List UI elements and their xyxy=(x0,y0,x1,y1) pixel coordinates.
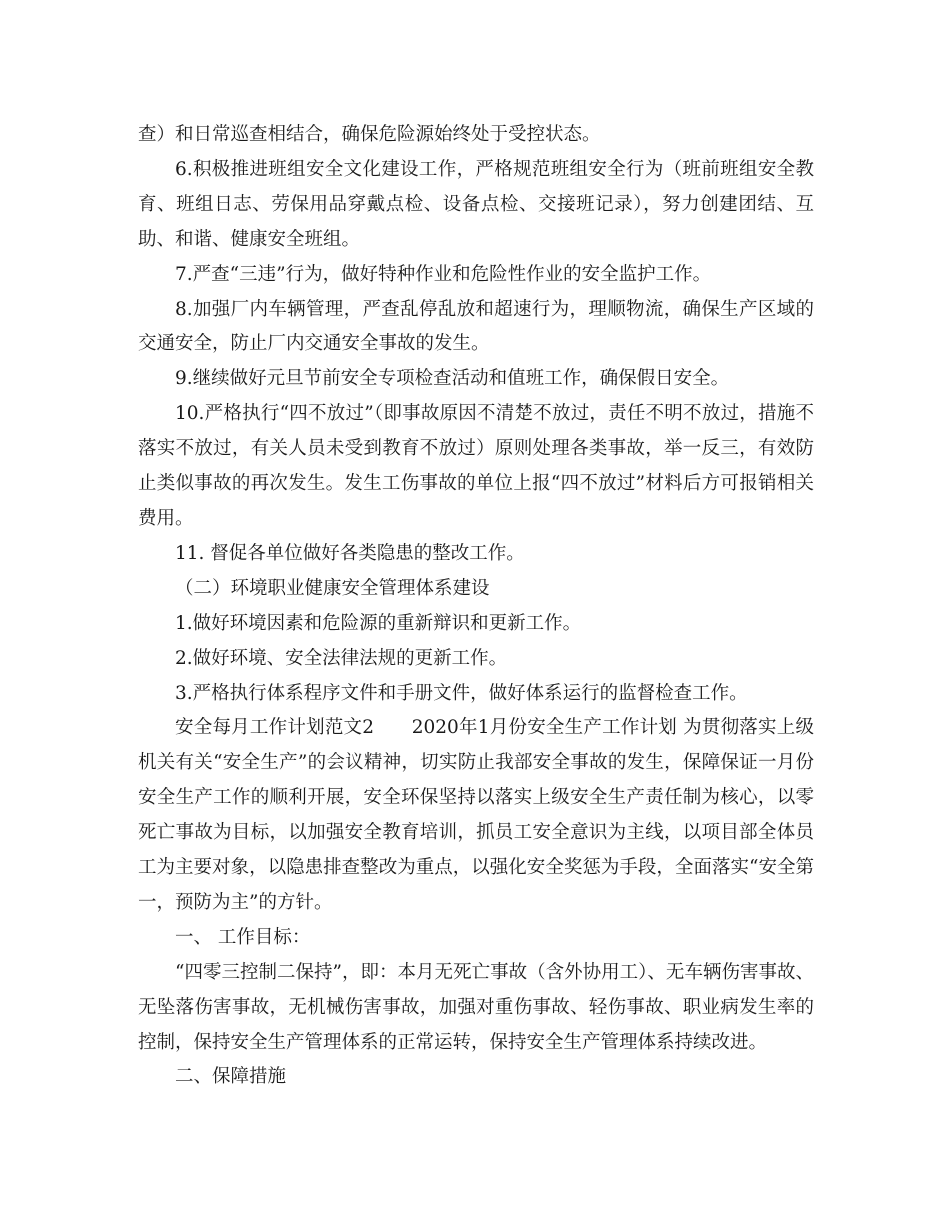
paragraph-item-7: 7.严查“三违”行为，做好特种作业和危险性作业的安全监护工作。 xyxy=(175,263,712,285)
heading-safeguard-measures: 二、保障措施 xyxy=(175,1066,287,1088)
paragraph-item-10: 10.严格执行“四不放过”（即事故原因不清楚不放过，责任不明不放过，措施不落实不放过，有关人员未受到教育不放过）原则处理各类事故，举一反三，有效防止类似事故的再次发生。发生工伤事故的单位上报“四不放过”材料后方可报销相关费用。 xyxy=(138,403,814,529)
heading-work-goal: 一、 工作目标： xyxy=(175,926,311,948)
paragraph-sub-3: 3.严格执行体系程序文件和手册文件，做好体系运行的监督检查工作。 xyxy=(175,682,748,704)
paragraph-sub-1: 1.做好环境因素和危险源的重新辩识和更新工作。 xyxy=(175,612,582,634)
paragraph-item-9: 9.继续做好元旦节前安全专项检查活动和值班工作，确保假日安全。 xyxy=(175,368,730,390)
paragraph-item-11: 11. 督促各单位做好各类隐患的整改工作。 xyxy=(175,542,525,564)
paragraph-item-6: 6.积极推进班组安全文化建设工作，严格规范班组安全行为（班前班组安全教育、班组日志、劳保用品穿戴点检、设备点检、交接班记录），努力创建团结、互助、和谐、健康安全班组。 xyxy=(138,158,814,250)
document-page xyxy=(138,118,814,1095)
paragraph-plan-intro: 安全每月工作计划范文2 2020年1月份安全生产工作计划 为贯彻落实上级机关有关“安全生产”的会议精神，切实防止我部安全事故的发生，保障保证一月份安全生产工作的顺利开展，安全环保坚持以落实上级安全生产责任制为核心，以零死亡事故为目标，以加强安全教育培训，抓员工安全意识为主线，以项目部全体员工为主要对象，以隐患排查整改为重点，以强化安全奖惩为手段，全面落实“安全第一，预防为主”的方针。 xyxy=(138,717,814,913)
paragraph-1: 查）和日常巡查相结合，确保危险源始终处于受控状态。 xyxy=(138,124,601,145)
paragraph-goal-detail: “四零三控制二保持”，即：本月无死亡事故（含外协用工）、无车辆伤害事故、无坠落伤害事故，无机械伤害事故，加强对重伤事故、轻伤事故、职业病发生率的控制，保持安全生产管理体系的正常运转，保持安全生产管理体系持续改进。 xyxy=(138,961,814,1053)
paragraph-item-8: 8.加强厂内车辆管理，严查乱停乱放和超速行为，理顺物流，确保生产区域的交通安全，防止厂内交通安全事故的发生。 xyxy=(138,298,814,355)
section-heading-2: （二）环境职业健康安全管理体系建设 xyxy=(175,577,490,599)
paragraph-sub-2: 2.做好环境、安全法律法规的更新工作。 xyxy=(175,647,508,669)
